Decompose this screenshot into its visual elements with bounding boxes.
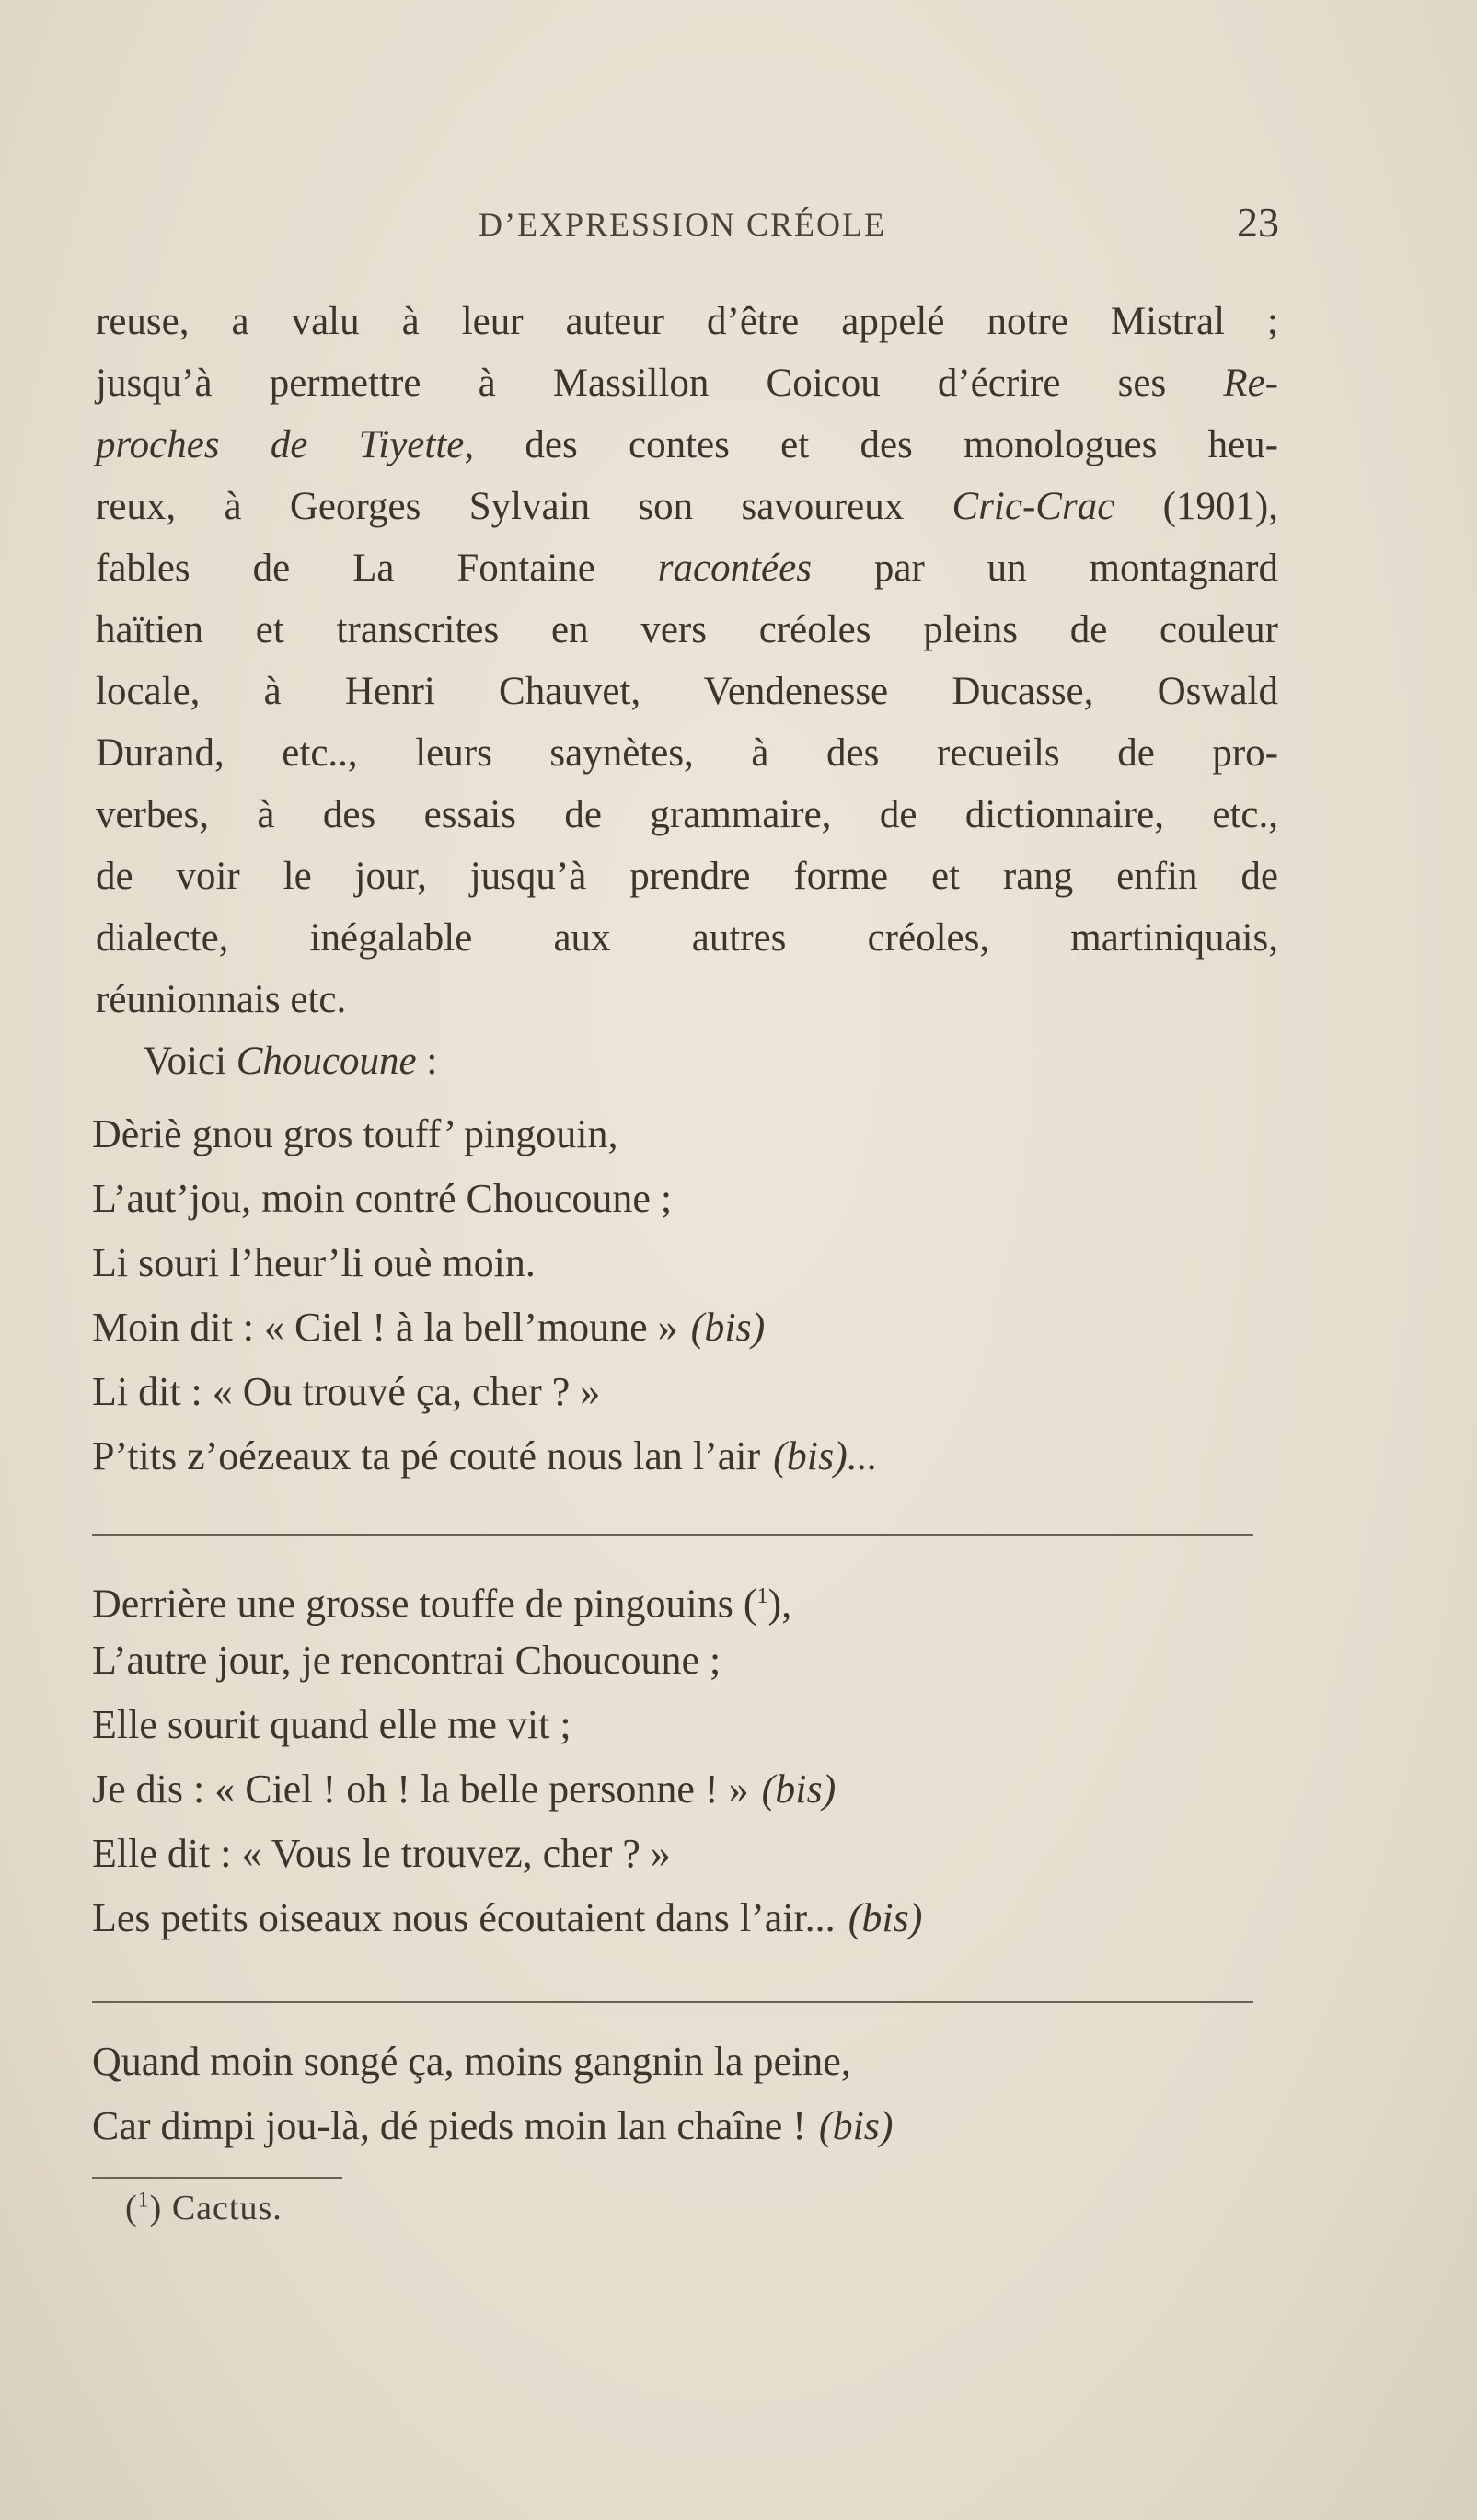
verse-line: Quand moin songé ça, moins gangnin la peine, bbox=[92, 2039, 851, 2084]
verse-line: Derrière une grosse touffe de pingouins ($^1$), bbox=[92, 1581, 792, 1627]
prose-line: reuse, a valu à leur auteur d’être appelé notre Mistral ; bbox=[96, 300, 1278, 343]
prose-paragraph bbox=[96, 291, 1278, 1092]
prose-line: de voir le jour, jusqu’à prendre forme et rang enfin de bbox=[96, 855, 1278, 898]
prose-line: verbes, à des essais de grammaire, de dictionnaire, etc., bbox=[96, 793, 1278, 836]
prose-line: jusqu’à permettre à Massillon Coicou d’écrire ses Re- bbox=[96, 362, 1278, 405]
section-divider bbox=[92, 1534, 1253, 1536]
french-translation-verse bbox=[92, 1564, 1270, 1950]
footnote-marker: 1 bbox=[137, 2188, 150, 2213]
italic-title: proches de Tiyette bbox=[96, 423, 465, 466]
verse-line: Je dis : « Ciel ! oh ! la belle personne ! » (bis) bbox=[92, 1766, 837, 1812]
footnote: ($^1$) Cactus. bbox=[125, 2188, 283, 2227]
running-head: D’EXPRESSION CRÉOLE bbox=[479, 206, 887, 243]
prose-line: dialecte, inégalable aux autres créoles, martiniquais, bbox=[96, 916, 1278, 960]
italic-title: Cric-Crac bbox=[952, 485, 1115, 528]
italic-title: Re- bbox=[1223, 362, 1278, 405]
verse-line: Li souri l’heur’li ouè moin. bbox=[92, 1240, 536, 1285]
prose-line: fables de La Fontaine racontées par un montagnard bbox=[96, 547, 1278, 590]
footnote-divider bbox=[92, 2177, 342, 2179]
prose-line: proches de Tiyette, des contes et des monologues heu- bbox=[96, 423, 1278, 466]
verse-line: L’aut’jou, moin contré Choucoune ; bbox=[92, 1176, 673, 1221]
prose-line-intro: Voici Choucoune : bbox=[144, 1040, 438, 1083]
page-header bbox=[92, 198, 1279, 253]
bis-mark: (bis)... bbox=[773, 1433, 878, 1479]
verse-line: L’autre jour, je rencontrai Choucoune ; bbox=[92, 1638, 721, 1683]
verse-line: Elle sourit quand elle me vit ; bbox=[92, 1702, 571, 1747]
italic-title: Choucoune bbox=[236, 1040, 417, 1083]
prose-line: réunionnais etc. bbox=[96, 978, 347, 1021]
bis-mark: (bis) bbox=[761, 1766, 837, 1812]
verse-line: Dèriè gnou gros touff’ pingouin, bbox=[92, 1111, 618, 1156]
bis-mark: (bis) bbox=[818, 2103, 894, 2148]
prose-line: haïtien et transcrites en vers créoles pleins de couleur bbox=[96, 608, 1278, 651]
verse-line: P’tits z’oézeaux ta pé couté nous lan l’air (bis)... bbox=[92, 1433, 878, 1479]
prose-line: locale, à Henri Chauvet, Vendenesse Ducasse, Oswald bbox=[96, 670, 1278, 713]
verse-line: Car dimpi jou-là, dé pieds moin lan chaîne ! (bis) bbox=[92, 2103, 894, 2148]
page-number: 23 bbox=[1237, 199, 1279, 246]
prose-line: reux, à Georges Sylvain son savoureux Cric-Crac (1901), bbox=[96, 485, 1279, 528]
verse-line: Les petits oiseaux nous écoutaient dans l’air... (bis) bbox=[92, 1895, 923, 1940]
creole-verse bbox=[92, 1102, 1270, 1489]
footnote-ref: 1 bbox=[756, 1584, 768, 1608]
closing-verse bbox=[92, 2030, 1270, 2158]
bis-mark: (bis) bbox=[690, 1305, 766, 1350]
verse-line: Li dit : « Ou trouvé ça, cher ? » bbox=[92, 1369, 601, 1414]
verse-line: Moin dit : « Ciel ! à la bell’moune » (bis) bbox=[92, 1305, 766, 1350]
italic-word: racontées bbox=[657, 547, 812, 590]
section-divider bbox=[92, 2001, 1253, 2003]
prose-line: Durand, etc.., leurs saynètes, à des recueils de pro- bbox=[96, 731, 1278, 775]
bis-mark: (bis) bbox=[848, 1895, 923, 1940]
verse-line: Elle dit : « Vous le trouvez, cher ? » bbox=[92, 1831, 671, 1876]
footnote-text: Cactus. bbox=[171, 2189, 283, 2227]
